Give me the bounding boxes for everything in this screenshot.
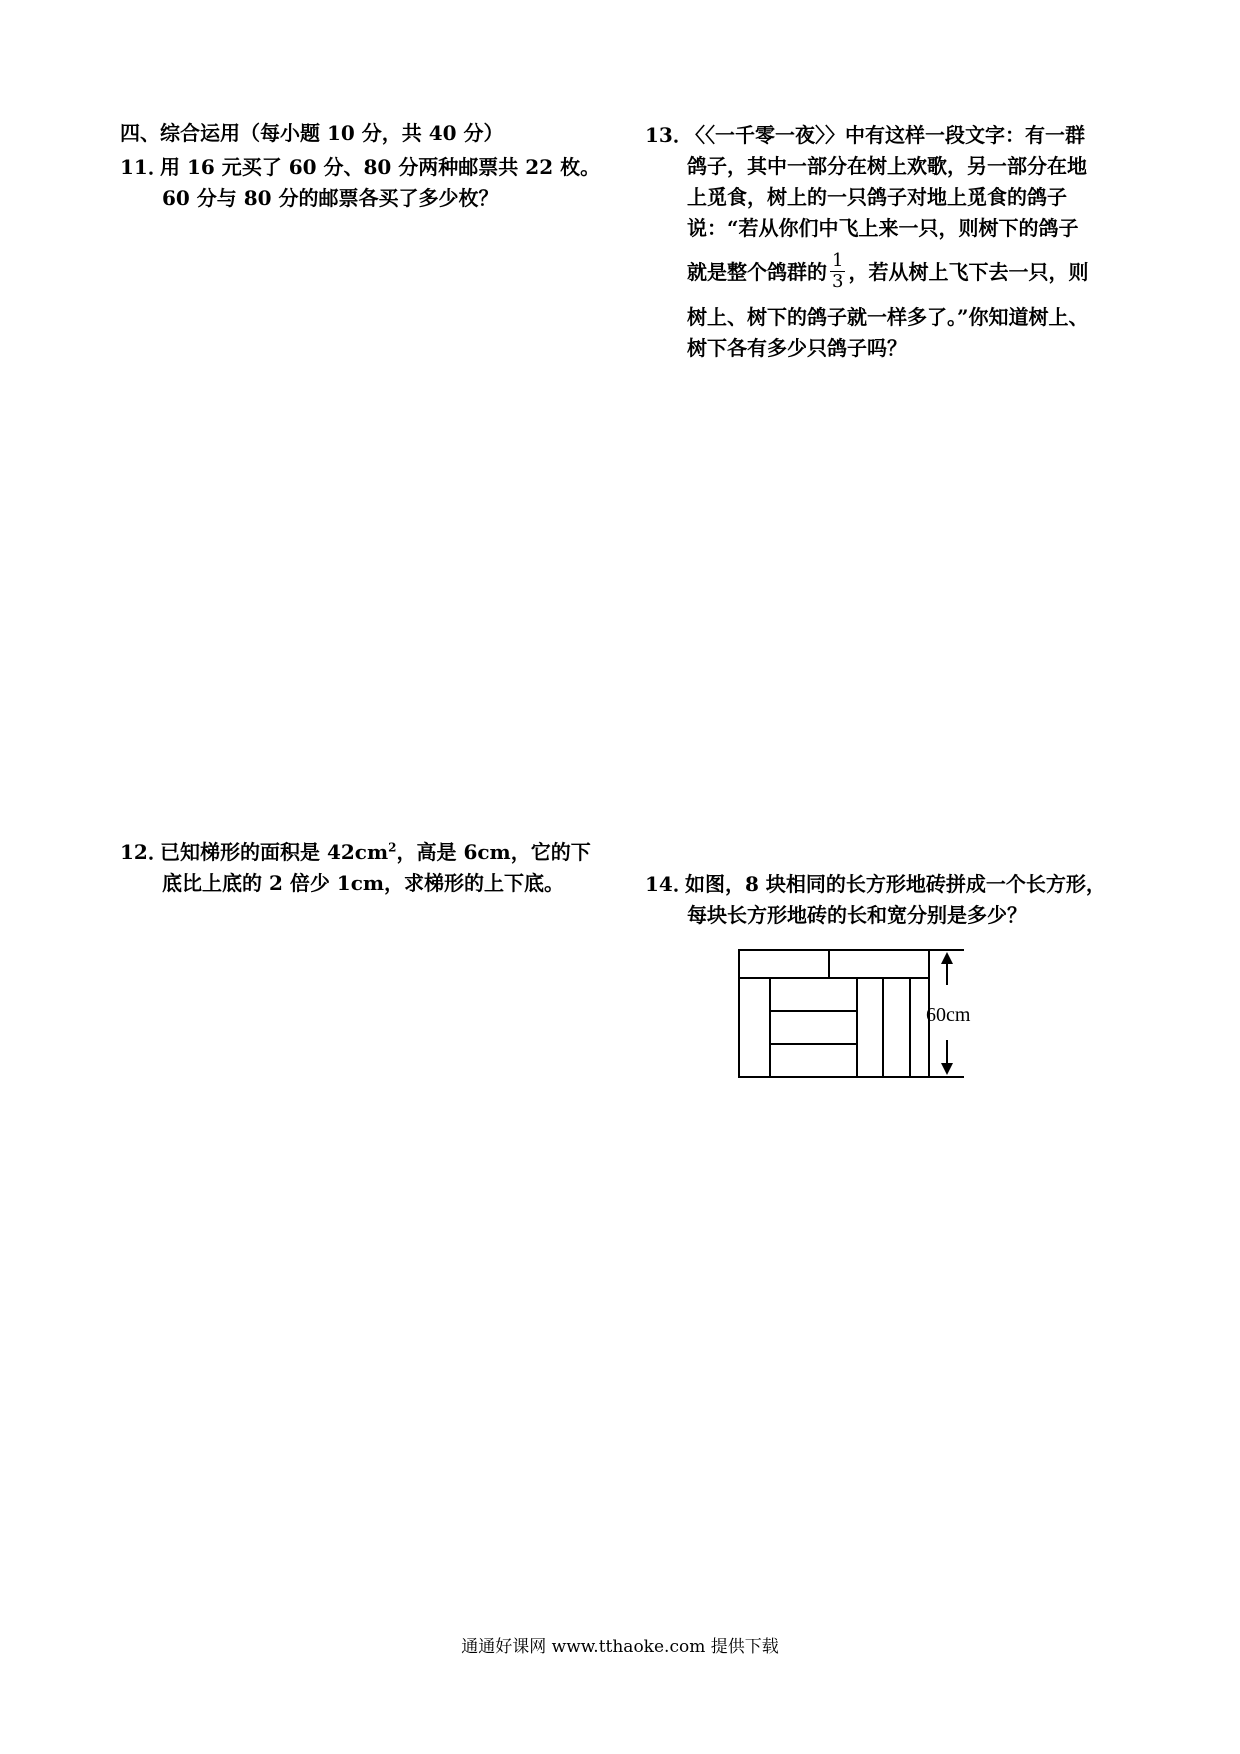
q13-line-2: 鸽子，其中一部分在树上欢歌，另一部分在地 [687, 154, 1087, 178]
q13-text-5a: 就是整个鸽群的 [687, 260, 827, 284]
q13-text-1: 〈〈一千零一夜〉〉中有这样一段文字：有一群 [685, 123, 1085, 147]
q13-line-4: 说：“若从你们中飞上来一只，则树下的鸽子 [687, 216, 1079, 240]
q14-line-1 [645, 869, 1106, 900]
outer-rectangle [739, 950, 929, 1077]
footer-text: 通通好课网 www.tthaoke.com 提供下载 [461, 1637, 779, 1657]
arrowhead-up [941, 952, 953, 964]
q13-text-5b: ，若从树上飞下去一只，则 [848, 260, 1089, 284]
q14-text-1: 如图，8 块相同的长方形地砖拼成一个长方形， [685, 872, 1106, 896]
q12-line-2: 底比上底的 2 倍少 1cm，求梯形的上下底。 [162, 871, 565, 895]
q12-superscript: 2 [388, 840, 397, 855]
question-11 [120, 152, 600, 214]
q11-number: 11． [120, 155, 168, 179]
question-14 [645, 869, 1106, 931]
tile-rectangle-figure [734, 945, 1004, 1085]
section-title: 四、综合运用（每小题 10 分，共 40 分） [120, 121, 504, 145]
q13-line-1 [645, 120, 1089, 151]
q11-line-2: 60 分与 80 分的邮票各买了多少枚？ [162, 186, 499, 210]
dimension-label: 60cm [926, 1004, 971, 1026]
q13-number: 13． [645, 123, 693, 147]
q11-line-1 [120, 152, 600, 183]
q13-line-3: 上觅食，树上的一只鸽子对地上觅食的鸽子 [687, 185, 1067, 209]
q13-line-5 [645, 252, 1089, 294]
q14-number: 14． [645, 872, 693, 896]
q14-line-2: 每块长方形地砖的长和宽分别是多少？ [687, 903, 1027, 927]
q13-line-6: 树上、树下的鸽子就一样多了。”你知道树上、 [687, 305, 1089, 329]
footer [0, 1632, 1240, 1657]
q12-text-1a: 已知梯形的面积是 42cm [160, 840, 389, 864]
question-13 [645, 120, 1089, 364]
q12-text-1b: ，高是 6cm，它的下 [396, 840, 591, 864]
arrowhead-down [941, 1063, 953, 1075]
q12-number: 12． [120, 840, 168, 864]
q13-line-7: 树下各有多少只鸽子吗？ [687, 336, 907, 360]
q12-line-1 [120, 837, 591, 868]
fraction-denominator: 3 [832, 271, 844, 292]
fraction-numerator: 1 [832, 250, 844, 271]
q11-text-1: 用 16 元买了 60 分、80 分两种邮票共 22 枚。 [160, 155, 601, 179]
question-12 [120, 837, 591, 899]
section-heading [120, 118, 504, 149]
fraction-one-third [830, 251, 845, 292]
